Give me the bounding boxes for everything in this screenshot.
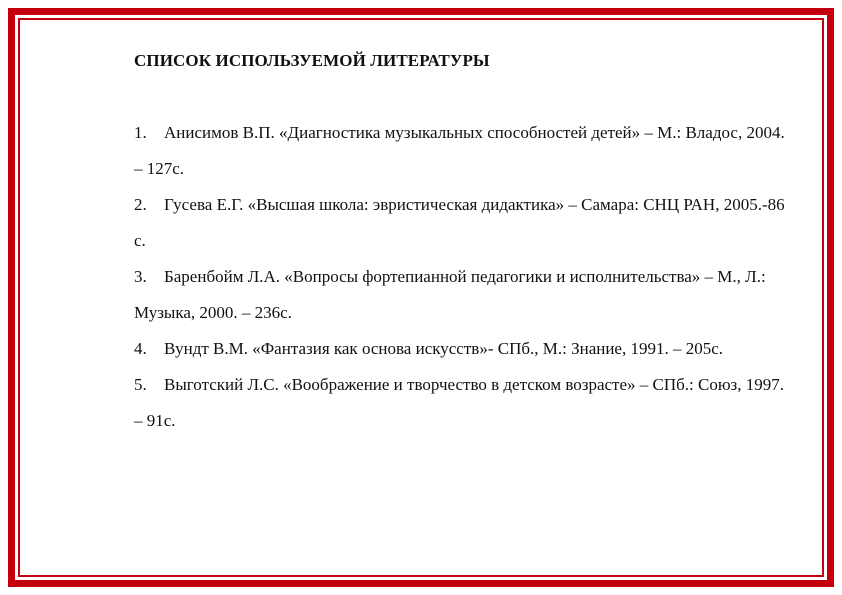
reference-text: Выготский Л.С. «Воображение и творчество в детском возрасте» – СПб.: Союз, 1997. – 91с. bbox=[134, 375, 785, 430]
reference-text: Гусева Е.Г. «Высшая школа: эвристическая дидактика» – Самара: СНЦ РАН, 2005.-86 с. bbox=[134, 195, 785, 250]
reference-item-1 bbox=[134, 115, 794, 187]
reference-text: Анисимов В.П. «Диагностика музыкальных способностей детей» – М.: Владос, 2004. – 127с. bbox=[134, 123, 785, 178]
reference-number: 5. bbox=[134, 375, 147, 394]
reference-item-4 bbox=[134, 331, 794, 367]
reference-number: 3. bbox=[134, 267, 147, 286]
reference-number: 2. bbox=[134, 195, 147, 214]
reference-number: 1. bbox=[134, 123, 147, 142]
reference-item-3 bbox=[134, 259, 794, 331]
page-title: СПИСОК ИСПОЛЬЗУЕМОЙ ЛИТЕРАТУРЫ bbox=[134, 51, 490, 70]
reference-item-5 bbox=[134, 367, 794, 439]
reference-text: Баренбойм Л.А. «Вопросы фортепианной педагогики и исполнительства» – М., Л.: Музыка, 2000. – 236с. bbox=[134, 267, 766, 322]
reference-item-2 bbox=[134, 187, 794, 259]
reference-list bbox=[134, 115, 794, 439]
document-content bbox=[134, 50, 794, 439]
reference-number: 4. bbox=[134, 339, 147, 358]
reference-text: Вундт В.М. «Фантазия как основа искусств»- СПб., М.: Знание, 1991. – 205с. bbox=[164, 339, 724, 358]
